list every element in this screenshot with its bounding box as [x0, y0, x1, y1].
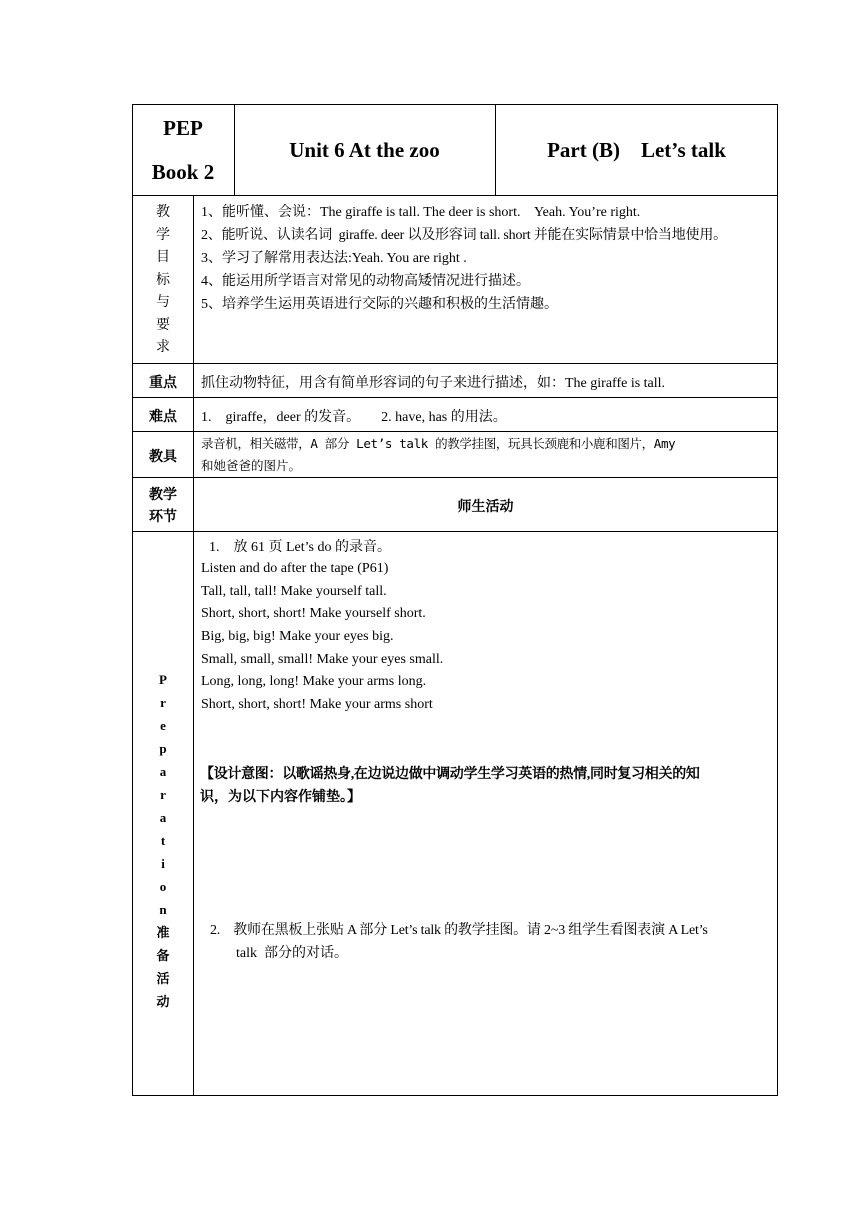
materials-label: 教具 — [149, 450, 177, 465]
book-label-line1: PEP — [163, 116, 203, 140]
row-divider — [132, 195, 778, 196]
preparation-label-char: r — [160, 695, 166, 710]
objective-line: 4、能运用所学语言对常见的动物高矮情况进行描述。 — [201, 274, 530, 289]
preparation-label-char: n — [159, 902, 167, 917]
row-divider — [132, 397, 778, 398]
preparation-label-char: t — [160, 833, 166, 848]
difficulties-text: 1. giraffe，deer 的发音。 2. have, has 的用法。 — [201, 410, 507, 425]
preparation-label-char: a — [159, 764, 167, 779]
step2-line2: talk 部分的对话。 — [236, 946, 348, 961]
objectives-label-char: 目 — [156, 250, 170, 265]
part-title: Part (B) Let’s talk — [547, 138, 726, 162]
design-intent-line1: 【设计意图：以歌谣热身,在边说边做中调动学生学习英语的热情,同时复习相关的知 — [200, 767, 700, 782]
row-divider — [132, 363, 778, 364]
preparation-label-char: 备 — [156, 948, 170, 963]
chant-line: Tall, tall, tall! Make yourself tall. — [201, 584, 387, 599]
preparation-label-char: 活 — [156, 971, 170, 986]
stage-label-line1: 教学 — [149, 488, 177, 503]
objective-line: 1、能听懂、会说：The giraffe is tall. The deer is short. Yeah. You’re right. — [201, 205, 641, 220]
materials-line1: 录音机，相关磁带，A 部分 Let’s talk 的教学挂图，玩具长颈鹿和小鹿和图片，Amy — [201, 436, 676, 451]
preparation-label-char: P — [159, 672, 167, 687]
book-label-line2: Book 2 — [151, 160, 215, 184]
column-divider — [193, 195, 194, 1096]
chant-line: Short, short, short! Make your arms short — [201, 697, 433, 712]
activity-header: 师生活动 — [457, 500, 514, 515]
objectives-label-char: 与 — [156, 295, 170, 310]
design-intent-line2: 识，为以下内容作铺垫。】 — [200, 790, 361, 805]
chant-line: Short, short, short! Make yourself short. — [201, 606, 426, 621]
key-points-text: 抓住动物特征，用含有简单形容词的句子来进行描述，如：The giraffe is tall. — [201, 376, 666, 391]
step1-title: 1. 放 61 页 Let’s do 的录音。 — [209, 540, 391, 555]
row-divider — [132, 477, 778, 478]
stage-label-line2: 环节 — [149, 510, 177, 525]
unit-title: Unit 6 At the zoo — [289, 138, 440, 162]
objectives-label-char: 标 — [156, 272, 170, 288]
objective-line: 2、能听说、认读名词 giraffe. deer 以及形容词 tall. short 并能在实际情景中恰当地使用。 — [201, 228, 727, 243]
objectives-label-char: 求 — [156, 340, 170, 355]
row-divider — [132, 431, 778, 432]
preparation-label-char: 准 — [156, 925, 170, 940]
difficulties-label: 难点 — [149, 410, 177, 425]
preparation-label — [133, 668, 193, 1013]
preparation-label-char: i — [161, 856, 165, 871]
objective-line: 3、学习了解常用表达法:Yeah. You are right . — [201, 251, 467, 266]
chant-line: Listen and do after the tape (P61) — [201, 561, 389, 576]
preparation-label-char: e — [160, 718, 166, 733]
row-divider — [132, 531, 778, 532]
objectives-label-char: 学 — [156, 227, 170, 243]
preparation-label-char: a — [159, 810, 167, 825]
chant-line: Long, long, long! Make your arms long. — [201, 674, 427, 689]
preparation-label-char: o — [159, 879, 167, 894]
key-points-label: 重点 — [149, 376, 177, 391]
objectives-label-char: 要 — [156, 317, 170, 333]
step2-line1: 2. 教师在黑板上张贴 A 部分 Let’s talk 的教学挂图。请 2~3 组学生看图表演 A Let’s — [210, 923, 708, 938]
chant-line: Small, small, small! Make your eyes small. — [201, 652, 444, 667]
materials-line2: 和她爸爸的图片。 — [201, 458, 302, 473]
preparation-label-char: 动 — [156, 994, 170, 1009]
objectives-label — [133, 202, 193, 360]
objective-line: 5、培养学生运用英语进行交际的兴趣和积极的生活情趣。 — [201, 297, 558, 312]
preparation-label-char: p — [159, 741, 167, 756]
objectives-label-char: 教 — [156, 205, 170, 220]
chant-line: Big, big, big! Make your eyes big. — [201, 629, 394, 644]
preparation-label-char: r — [160, 787, 166, 802]
